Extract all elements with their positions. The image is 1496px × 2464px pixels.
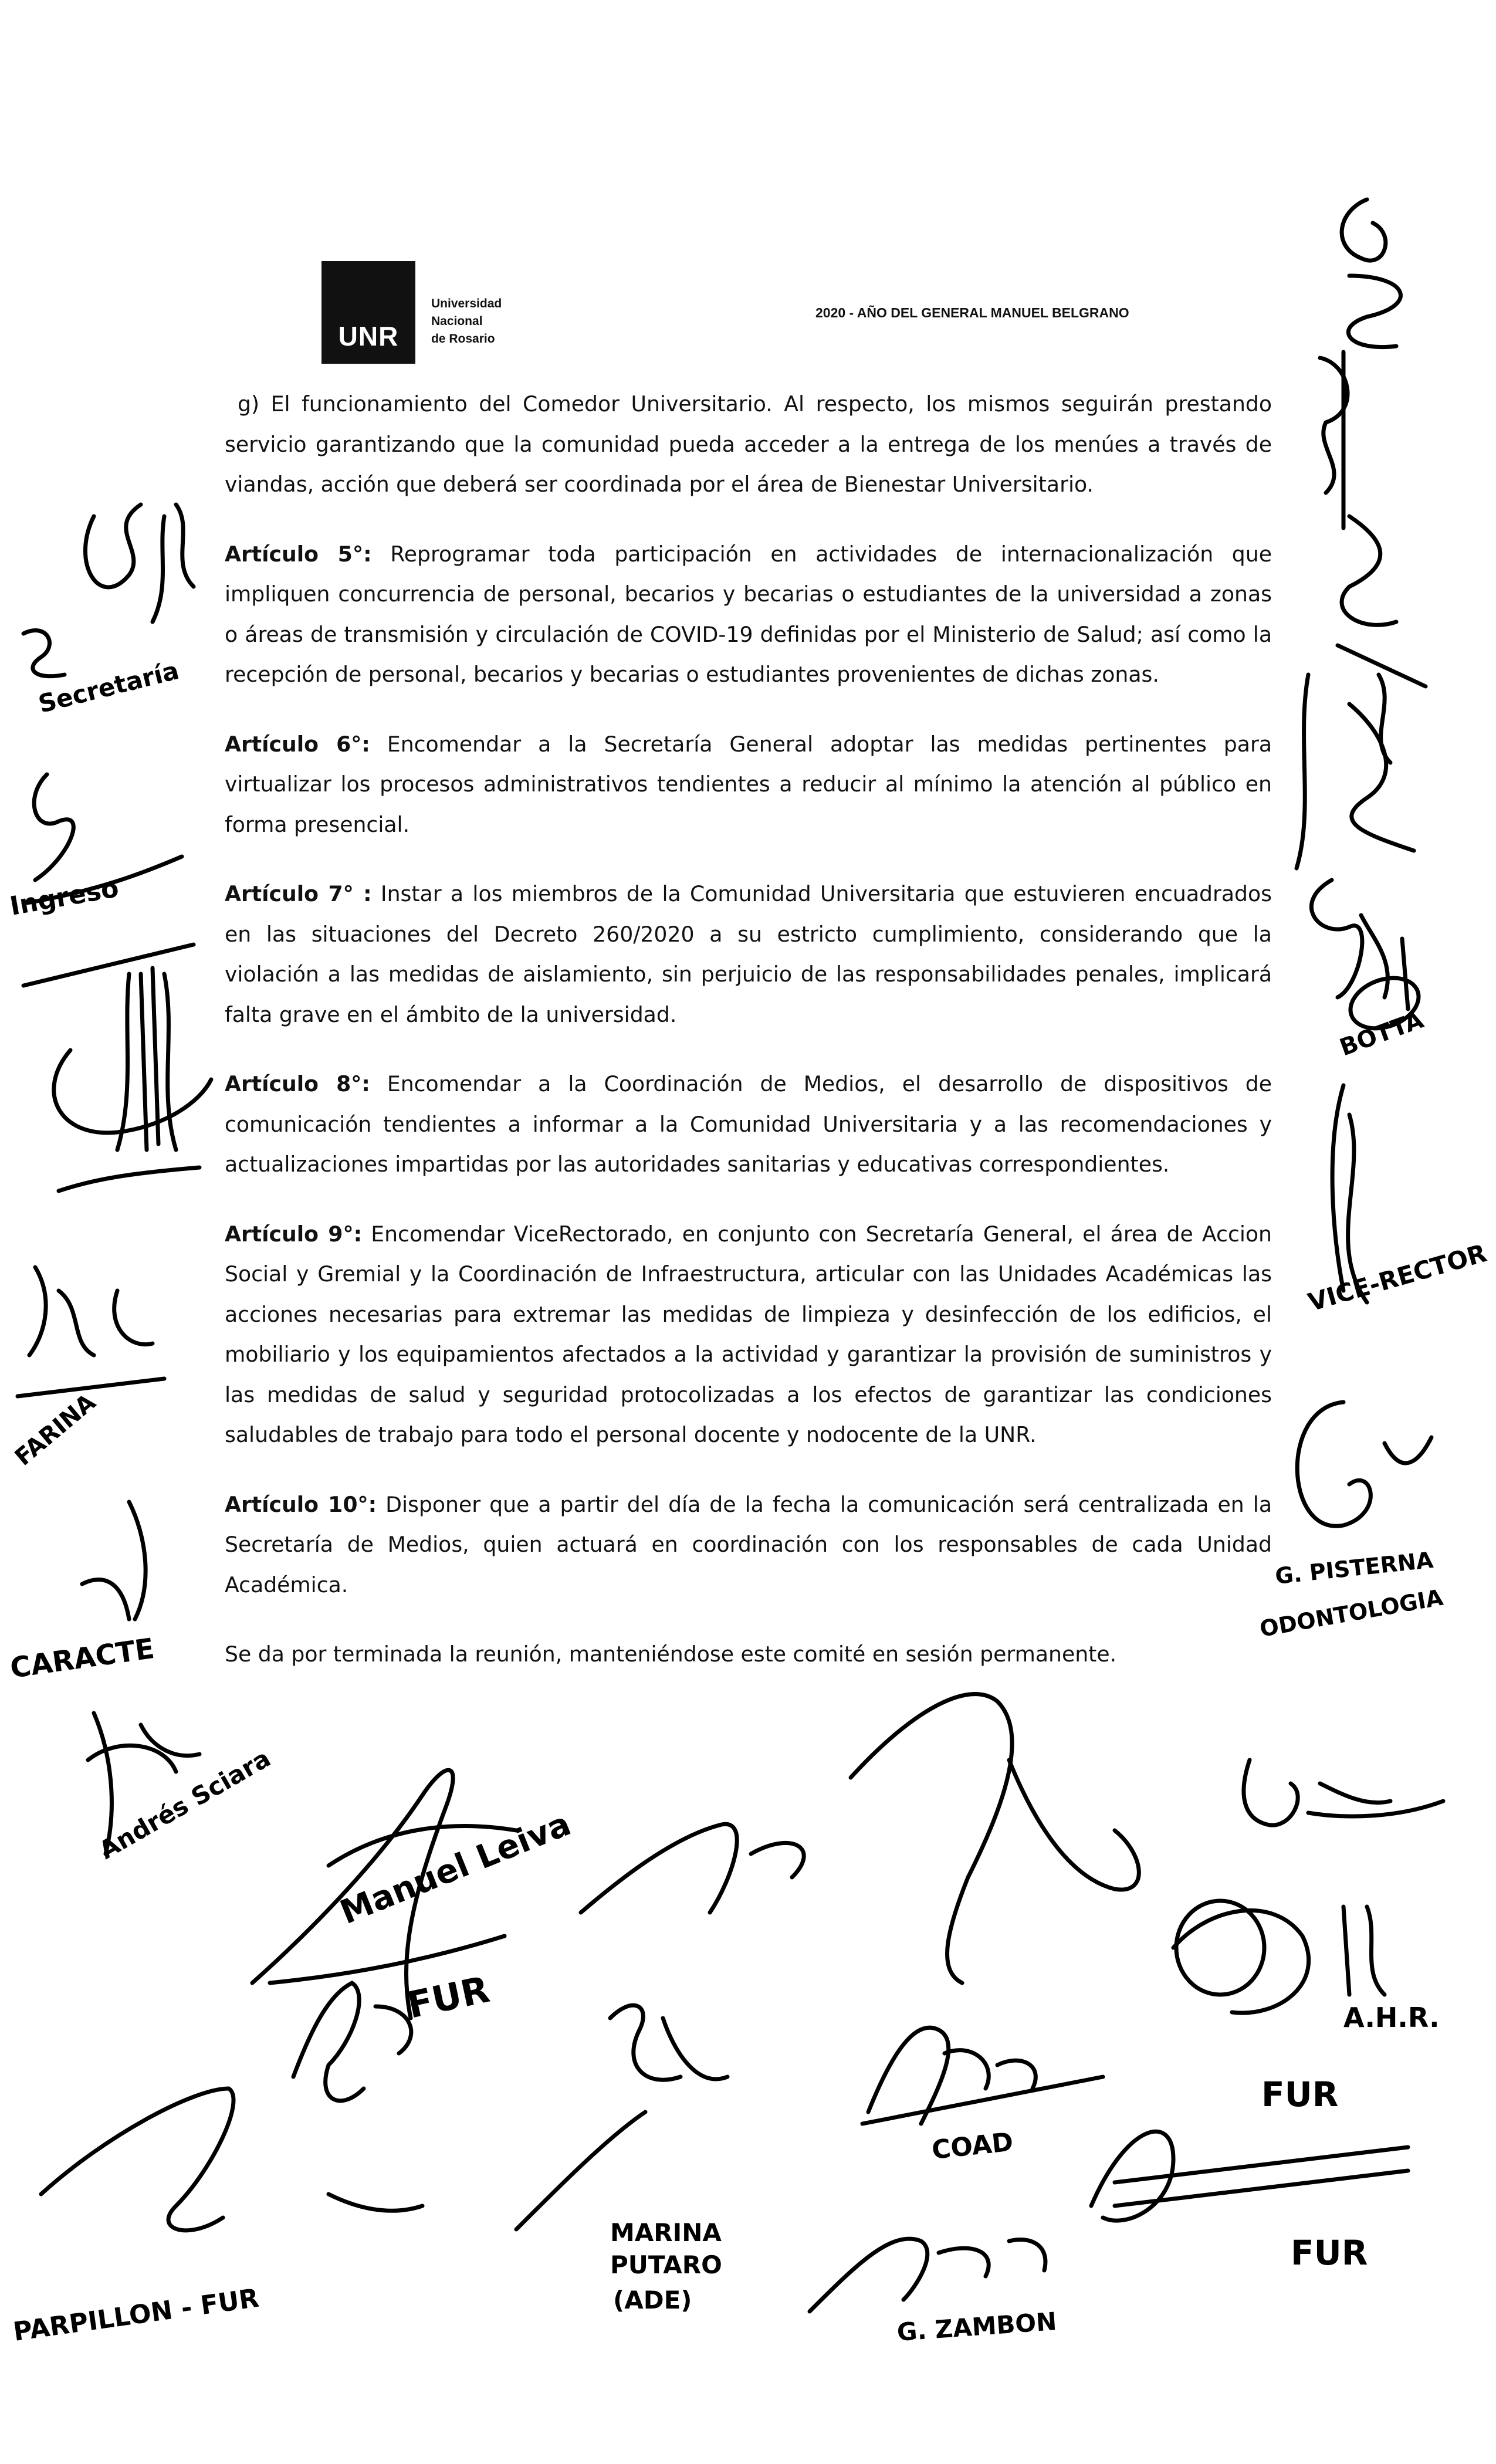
- annotation-right-2: VICE-RECTOR: [1305, 1238, 1490, 1317]
- article-label: Artículo 8°:: [225, 1071, 370, 1096]
- article-text: Encomendar ViceRectorado, en conjunto con Secretaría General, el área de Accion Social y Gremial y la Coordinación de Infraestructura, articular con las Unidades Académicas las acciones necesarias para extremar las medidas de limpieza y desinfección de los edificios, el mobiliario y los equipamientos afectados a la actividad y garantizar la provisión de suministros y las medidas de salud y seguridad protocolizadas a los efectos de garantizar las condiciones saludables de trabajo para todo el personal docente y nodocente de la UNR.: [225, 1221, 1272, 1447]
- annotation-bottom-4: (ADE): [613, 2286, 692, 2314]
- signature-right-pisterna: [1297, 1402, 1431, 1526]
- closing-statement: [225, 1634, 1272, 1675]
- annotation-left-2: Ingreso: [8, 873, 121, 922]
- signature-mid-bottom: [516, 2005, 727, 2229]
- institution-line: de Rosario: [431, 332, 495, 346]
- closing-text: Se da por terminada la reunión, manteniéndose este comité en sesión permanente.: [225, 1641, 1117, 1667]
- signature-leiva: [252, 1770, 516, 2018]
- signature-coad: [862, 2028, 1103, 2124]
- signature-right-vertical: [1297, 199, 1426, 868]
- annotation-mid-2: FUR: [403, 1968, 493, 2027]
- paragraph-text: g) El funcionamiento del Comedor Universitario. Al respecto, los mismos seguirán prestando servicio garantizando que la comunidad pueda acceder a la entrega de los menúes a través de viandas, acción que deberá ser coordinada por el área de Bienestar Universitario.: [225, 391, 1272, 497]
- annotation-bottom-6: G. ZAMBON: [896, 2307, 1058, 2347]
- article-text: Encomendar a la Secretaría General adoptar las medidas pertinentes para virtualizar los procesos administrativos tendientes a reducir al mínimo la atención al público en forma presencial.: [225, 731, 1272, 837]
- signature-left-1: [23, 505, 194, 676]
- article-label: Artículo 9°:: [225, 1221, 363, 1247]
- annotation-bottom-1: PARPILLON - FUR: [11, 2283, 261, 2347]
- article-text: Encomendar a la Coordinación de Medios, el desarrollo de dispositivos de comunicación tendientes a informar a la Comunidad Universitaria y a las recomendaciones y actualizaciones impartidas por las autoridades sanitarias y educativas correspondientes.: [225, 1071, 1272, 1177]
- article-10: [225, 1485, 1272, 1606]
- article-text: Reprogramar toda participación en actividades de internacionalización que impliquen concurrencia de personal, becarios y becarias o estudiantes de la universidad a zonas o áreas de transmisión y circulación de COVID-19 definidas por el Ministerio de Salud; así como la recepción de personal, becarios y becarias o estudiantes provenientes de dichas zonas.: [225, 541, 1272, 687]
- article-label: Artículo 6°:: [225, 731, 370, 757]
- signature-bottom-left: [41, 1983, 422, 2231]
- institution-line: Nacional: [431, 314, 483, 328]
- annotation-bottom-2: MARINA: [610, 2218, 722, 2247]
- annotation-bottom-8: FUR: [1261, 2074, 1339, 2114]
- signature-left-5: [82, 1502, 199, 1854]
- article-text: Disponer que a partir del día de la fecha la comunicación será centralizada en la Secretaría de Medios, quien actuará en coordinación con los responsables de cada Unidad Académica.: [225, 1491, 1272, 1597]
- institution-name: [431, 295, 502, 348]
- annotation-right-3: G. PISTERNA: [1274, 1546, 1435, 1589]
- annotation-left-5: Andrés Sciara: [94, 1744, 276, 1865]
- annotation-bottom-9: FUR: [1291, 2233, 1368, 2273]
- paragraph-g: [225, 384, 1272, 505]
- article-label: Artículo 7° :: [225, 881, 372, 906]
- unr-logo: [321, 261, 415, 364]
- article-label: Artículo 5°:: [225, 541, 372, 567]
- signature-left-2: [23, 774, 194, 986]
- signature-center: [581, 1694, 1139, 1983]
- article-text: Instar a los miembros de la Comunidad Universitaria que estuvieren encuadrados en las situaciones del Decreto 260/2020 a su estricto cumplimiento, considerando que la violación a las medidas de aislamiento, sin perjuicio de las responsabilidades penales, implicará falta grave en el ámbito de la universidad.: [225, 881, 1272, 1027]
- article-label: Artículo 10°:: [225, 1491, 377, 1517]
- article-5: [225, 534, 1272, 695]
- annotation-bottom-7: A.H.R.: [1343, 2002, 1440, 2033]
- article-7: [225, 874, 1272, 1035]
- signature-right-botta: [1311, 880, 1426, 1037]
- signature-right-bottom: [1173, 1760, 1443, 2013]
- annotation-right-4: ODONTOLOGIA: [1257, 1584, 1445, 1642]
- article-6: [225, 725, 1272, 845]
- annotation-left-1: Secretaría: [35, 655, 182, 719]
- annotation-bottom-3: PUTARO: [610, 2250, 722, 2279]
- annotation-mid-1: Manuel Leiva: [334, 1805, 576, 1932]
- signature-right-vice: [1332, 1085, 1367, 1302]
- year-motto: 2020 - AÑO DEL GENERAL MANUEL BELGRANO: [815, 305, 1129, 320]
- annotation-left-4: CARACTE: [8, 1632, 157, 1685]
- annotation-left-3: FARINA: [9, 1389, 101, 1471]
- article-9: [225, 1214, 1272, 1456]
- document-body: [225, 384, 1272, 1704]
- signature-left-3: [54, 968, 211, 1191]
- logo-text: UNR: [338, 321, 399, 351]
- annotation-right-1: BOTTA: [1336, 1006, 1427, 1062]
- signature-zambon: [810, 2131, 1408, 2311]
- institution-line: Universidad: [431, 297, 502, 310]
- annotation-bottom-5: COAD: [930, 2127, 1015, 2165]
- article-8: [225, 1064, 1272, 1185]
- signature-left-4: [18, 1267, 164, 1396]
